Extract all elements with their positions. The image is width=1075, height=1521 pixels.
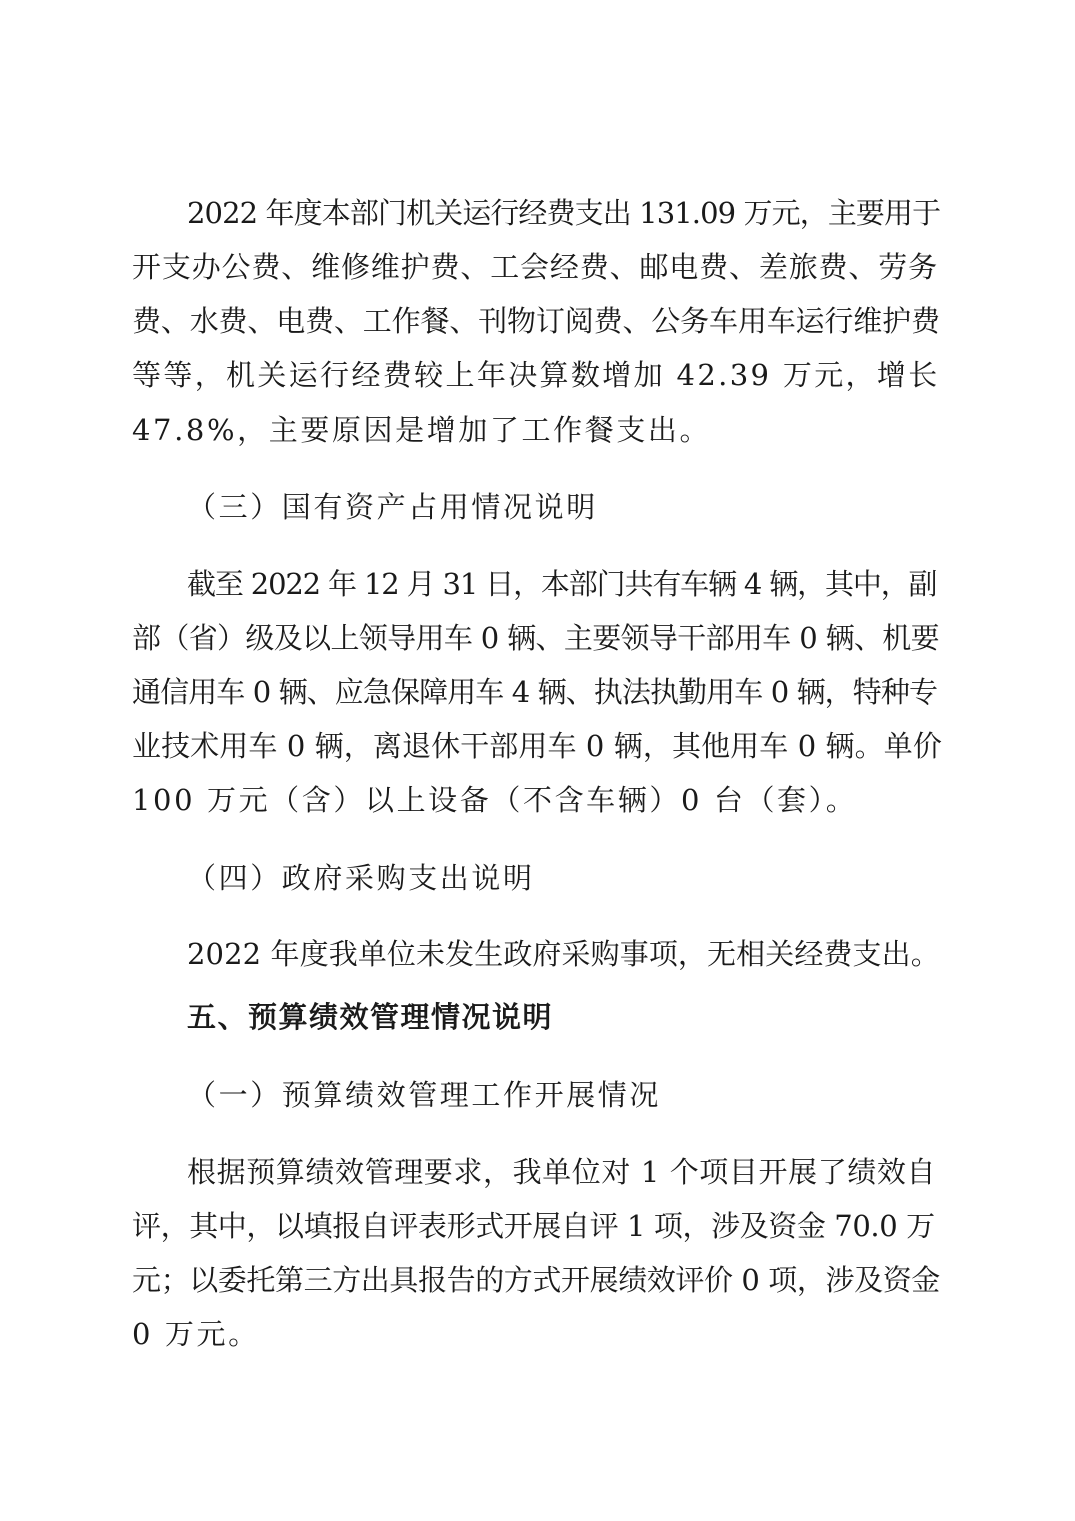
paragraph-line: 等等，机关运行经费较上年决算数增加 42.39 万元，增长 xyxy=(132,358,940,392)
paragraph-line: 开支办公费、维修维护费、工会经费、邮电费、差旅费、劳务 xyxy=(132,250,938,284)
chapter-heading: 五、预算绩效管理情况说明 xyxy=(187,1000,554,1034)
paragraph-line: 47.8%，主要原因是增加了工作餐支出。 xyxy=(132,413,712,447)
paragraph-line: 评，其中，以填报自评表形式开展自评 1 项，涉及资金 70.0 万 xyxy=(132,1209,935,1243)
paragraph-line: 2022 年度本部门机关运行经费支出 131.09 万元，主要用于 xyxy=(187,196,941,230)
paragraph-line: 通信用车 0 辆、应急保障用车 4 辆、执法执勤用车 0 辆，特种专 xyxy=(132,675,938,709)
paragraph-line: 业技术用车 0 辆，离退休干部用车 0 辆，其他用车 0 辆。单价 xyxy=(132,729,942,763)
paragraph-line: 根据预算绩效管理要求，我单位对 1 个项目开展了绩效自 xyxy=(187,1155,937,1189)
paragraph-line: 费、水费、电费、工作餐、刊物订阅费、公务车用车运行维护费 xyxy=(132,304,940,338)
paragraph-line: 部（省）级及以上领导用车 0 辆、主要领导干部用车 0 辆、机要 xyxy=(132,621,939,655)
paragraph-line: 100 万元（含）以上设备（不含车辆）0 台（套）。 xyxy=(132,783,858,817)
section-heading: （四）政府采购支出说明 xyxy=(187,861,535,895)
paragraph-line: 2022 年度我单位未发生政府采购事项，无相关经费支出。 xyxy=(187,937,940,971)
section-heading: （一）预算绩效管理工作开展情况 xyxy=(187,1078,662,1112)
paragraph-line: 截至 2022 年 12 月 31 日，本部门共有车辆 4 辆，其中，副 xyxy=(187,567,937,601)
paragraph-line: 元；以委托第三方出具报告的方式开展绩效评价 0 项，涉及资金 xyxy=(132,1263,940,1297)
paragraph-line: 0 万元。 xyxy=(132,1317,260,1351)
section-heading: （三）国有资产占用情况说明 xyxy=(187,490,598,524)
